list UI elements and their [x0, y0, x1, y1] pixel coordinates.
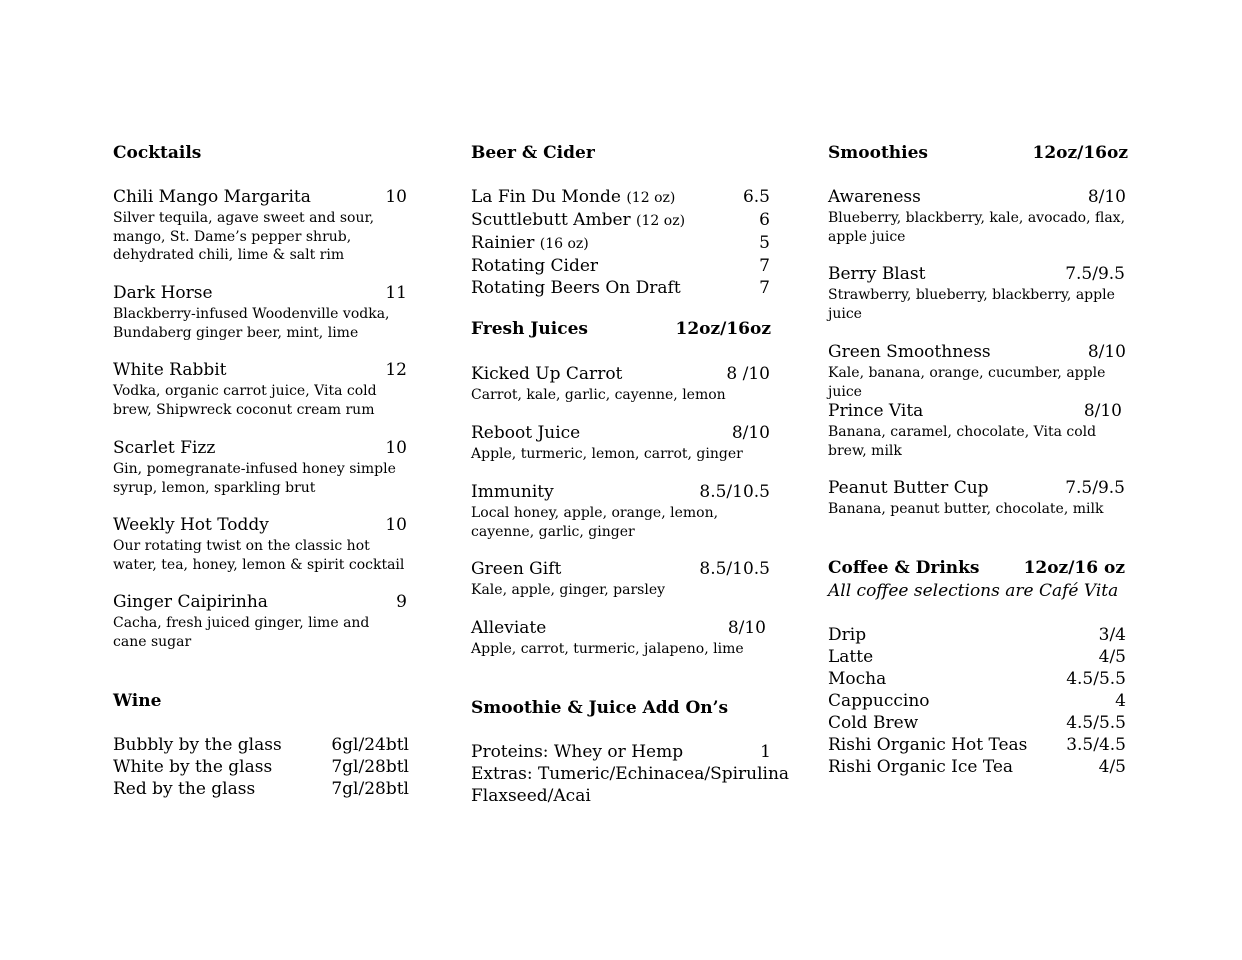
wine-title: Wine [113, 691, 162, 711]
item-description: Kale, apple, ginger, parsley [471, 582, 666, 598]
item-price: 8.5/10.5 [699, 559, 770, 579]
item-name: White by the glass [113, 757, 273, 777]
item-price: 7.5/9.5 [1065, 264, 1125, 284]
item-price: 11 [385, 283, 407, 303]
coffee-row [828, 646, 1126, 668]
item-name: Weekly Hot Toddy [113, 515, 269, 535]
item-description: Gin, pomegranate-infused honey simple syrup, lemon, sparkling brut [113, 461, 396, 496]
item-price: 6 [759, 210, 770, 230]
item-price: 5 [759, 233, 770, 253]
item-name: Berry Blast [828, 264, 926, 284]
addons-title: Smoothie & Juice Add On’s [471, 698, 729, 718]
item-name: White Rabbit [113, 360, 227, 380]
menu-item-awareness [828, 186, 1126, 246]
wine-list [113, 734, 409, 800]
item-price: 3.5/4.5 [1066, 735, 1126, 755]
item-price: 7 [759, 278, 770, 298]
item-description: Carrot, kale, garlic, cayenne, lemon [471, 387, 726, 403]
item-price: 4.5/5.5 [1066, 713, 1126, 733]
wine-heading [113, 690, 409, 712]
menu-item-ginger-caipirinha [113, 591, 407, 651]
addon-extras-row [471, 763, 790, 785]
item-price: 10 [385, 515, 407, 535]
item-name: Cold Brew [828, 713, 919, 733]
item-description: Blackberry-infused Woodenville vodka, Bundaberg ginger beer, mint, lime [113, 306, 390, 341]
item-name: Reboot Juice [471, 423, 581, 443]
item-price: 12 [385, 360, 407, 380]
item-price: 6.5 [742, 187, 770, 207]
wine-row [113, 756, 409, 778]
menu-item-alleviate [471, 617, 766, 659]
item-name: Cappuccino [828, 691, 930, 711]
item-name: La Fin Du Monde [471, 187, 621, 207]
beer-row [471, 255, 770, 277]
item-name: Awareness [828, 187, 921, 207]
item-name: Scarlet Fizz [113, 438, 216, 458]
item-name: Rainier [471, 233, 535, 253]
smoothies-heading [828, 142, 1128, 164]
item-name: Mocha [828, 669, 887, 689]
item-price: 8/10 [1083, 401, 1122, 421]
item-description: Silver tequila, agave sweet and sour, mango, St. Dame’s pepper shrub, dehydrated chili, lime & salt rim [113, 210, 375, 263]
beer-row [471, 277, 770, 299]
item-price: 6gl/24btl [331, 735, 409, 755]
item-name: Green Smoothness [828, 342, 991, 362]
coffee-row [828, 624, 1126, 646]
item-price: 7gl/28btl [331, 779, 409, 799]
beer-heading [471, 142, 771, 164]
addon-extras-line1: Extras: Tumeric/Echinacea/Spirulina [471, 764, 790, 784]
item-name: Rishi Organic Hot Teas [828, 735, 1028, 755]
item-price: 8/10 [1087, 342, 1126, 362]
item-price: 8 /10 [726, 364, 770, 384]
item-name: Prince Vita [828, 401, 924, 421]
item-size: (12 oz) [636, 213, 686, 229]
juices-title: Fresh Juices [471, 319, 588, 339]
item-name: Peanut Butter Cup [828, 478, 989, 498]
item-price: 4.5/5.5 [1066, 669, 1126, 689]
item-price: 4/5 [1098, 757, 1126, 777]
coffee-row [828, 712, 1126, 734]
menu-item-green-smoothness [828, 341, 1126, 401]
item-price: 8/10 [727, 618, 766, 638]
item-name: Green Gift [471, 559, 562, 579]
coffee-title: Coffee & Drinks [828, 558, 980, 578]
beer-list [471, 186, 770, 299]
beer-row [471, 232, 770, 255]
item-price: 8.5/10.5 [699, 482, 770, 502]
item-price: 10 [385, 187, 407, 207]
menu-item-chili-mango-margarita [113, 186, 407, 265]
menu-item-reboot-juice [471, 422, 770, 464]
menu-item-weekly-hot-toddy [113, 514, 407, 574]
beer-row [471, 186, 770, 209]
item-description: Local honey, apple, orange, lemon, cayenne, garlic, ginger [471, 505, 719, 540]
item-name: Rishi Organic Ice Tea [828, 757, 1014, 777]
item-description: Banana, caramel, chocolate, Vita cold brew, milk [828, 424, 1097, 459]
menu-item-green-gift [471, 558, 770, 600]
item-description: Blueberry, blackberry, kale, avocado, flax, apple juice [828, 210, 1126, 245]
item-name: Alleviate [471, 618, 547, 638]
beer-row [471, 209, 770, 232]
item-description: Apple, carrot, turmeric, jalapeno, lime [471, 641, 744, 657]
item-price: 7gl/28btl [331, 757, 409, 777]
coffee-subtitle: All coffee selections are Café Vita [828, 581, 1119, 601]
item-description: Kale, banana, orange, cucumber, apple juice [828, 365, 1106, 400]
item-price: 10 [385, 438, 407, 458]
item-description: Banana, peanut butter, chocolate, milk [828, 501, 1104, 517]
coffee-heading [828, 557, 1125, 579]
item-name: Latte [828, 647, 874, 667]
addons-list [471, 741, 790, 807]
item-price: 4/5 [1098, 647, 1126, 667]
addon-extras-row [471, 785, 771, 807]
item-price: 9 [396, 592, 407, 612]
menu-item-kicked-up-carrot [471, 363, 770, 405]
wine-row [113, 734, 409, 756]
item-description: Strawberry, blueberry, blackberry, apple juice [828, 287, 1115, 322]
item-price: 7.5/9.5 [1065, 478, 1125, 498]
menu-item-peanut-butter-cup [828, 477, 1125, 519]
addon-proteins-label: Proteins: Whey or Hemp [471, 742, 684, 762]
item-price: 7 [759, 256, 770, 276]
item-name: Bubbly by the glass [113, 735, 282, 755]
wine-row [113, 778, 409, 800]
coffee-row [828, 734, 1126, 756]
item-description: Cacha, fresh juiced ginger, lime and cane sugar [113, 615, 370, 650]
smoothies-title: Smoothies [828, 143, 928, 163]
coffee-list [828, 624, 1126, 778]
beer-title: Beer & Cider [471, 143, 595, 163]
item-name: Scuttlebutt Amber [471, 210, 631, 230]
item-name: Dark Horse [113, 283, 213, 303]
item-price: 3/4 [1098, 625, 1126, 645]
item-name: Rotating Cider [471, 256, 599, 276]
item-description: Our rotating twist on the classic hot water, tea, honey, lemon & spirit cocktail [113, 538, 405, 573]
cocktails-heading [113, 142, 407, 164]
menu-item-berry-blast [828, 263, 1125, 323]
coffee-row [828, 690, 1126, 712]
menu-item-prince-vita [828, 400, 1122, 460]
item-price: 8/10 [731, 423, 770, 443]
item-description: Apple, turmeric, lemon, carrot, ginger [471, 446, 743, 462]
item-size: (16 oz) [539, 236, 589, 252]
addon-proteins-price: 1 [760, 742, 771, 762]
item-price: 4 [1115, 691, 1126, 711]
item-name: Drip [828, 625, 867, 645]
item-price: 8/10 [1087, 187, 1126, 207]
menu-item-scarlet-fizz [113, 437, 407, 497]
cocktails-title: Cocktails [113, 143, 202, 163]
menu-item-immunity [471, 481, 770, 541]
item-name: Ginger Caipirinha [113, 592, 268, 612]
item-name: Kicked Up Carrot [471, 364, 623, 384]
item-name: Red by the glass [113, 779, 256, 799]
coffee-sizes: 12oz/16 oz [1023, 558, 1125, 578]
addons-heading [471, 697, 771, 719]
item-size: (12 oz) [626, 190, 676, 206]
item-name: Rotating Beers On Draft [471, 278, 681, 298]
item-description: Vodka, organic carrot juice, Vita cold brew, Shipwreck coconut cream rum [113, 383, 377, 418]
coffee-row [828, 756, 1126, 778]
menu-item-dark-horse [113, 282, 407, 342]
item-name: Chili Mango Margarita [113, 187, 311, 207]
smoothies-sizes: 12oz/16oz [1032, 143, 1128, 163]
menu-item-white-rabbit [113, 359, 407, 419]
juices-sizes: 12oz/16oz [675, 319, 771, 339]
coffee-row [828, 668, 1126, 690]
juices-heading [471, 318, 771, 340]
addon-proteins-row [471, 741, 771, 763]
item-name: Immunity [471, 482, 554, 502]
addon-extras-line2: Flaxseed/Acai [471, 786, 591, 806]
